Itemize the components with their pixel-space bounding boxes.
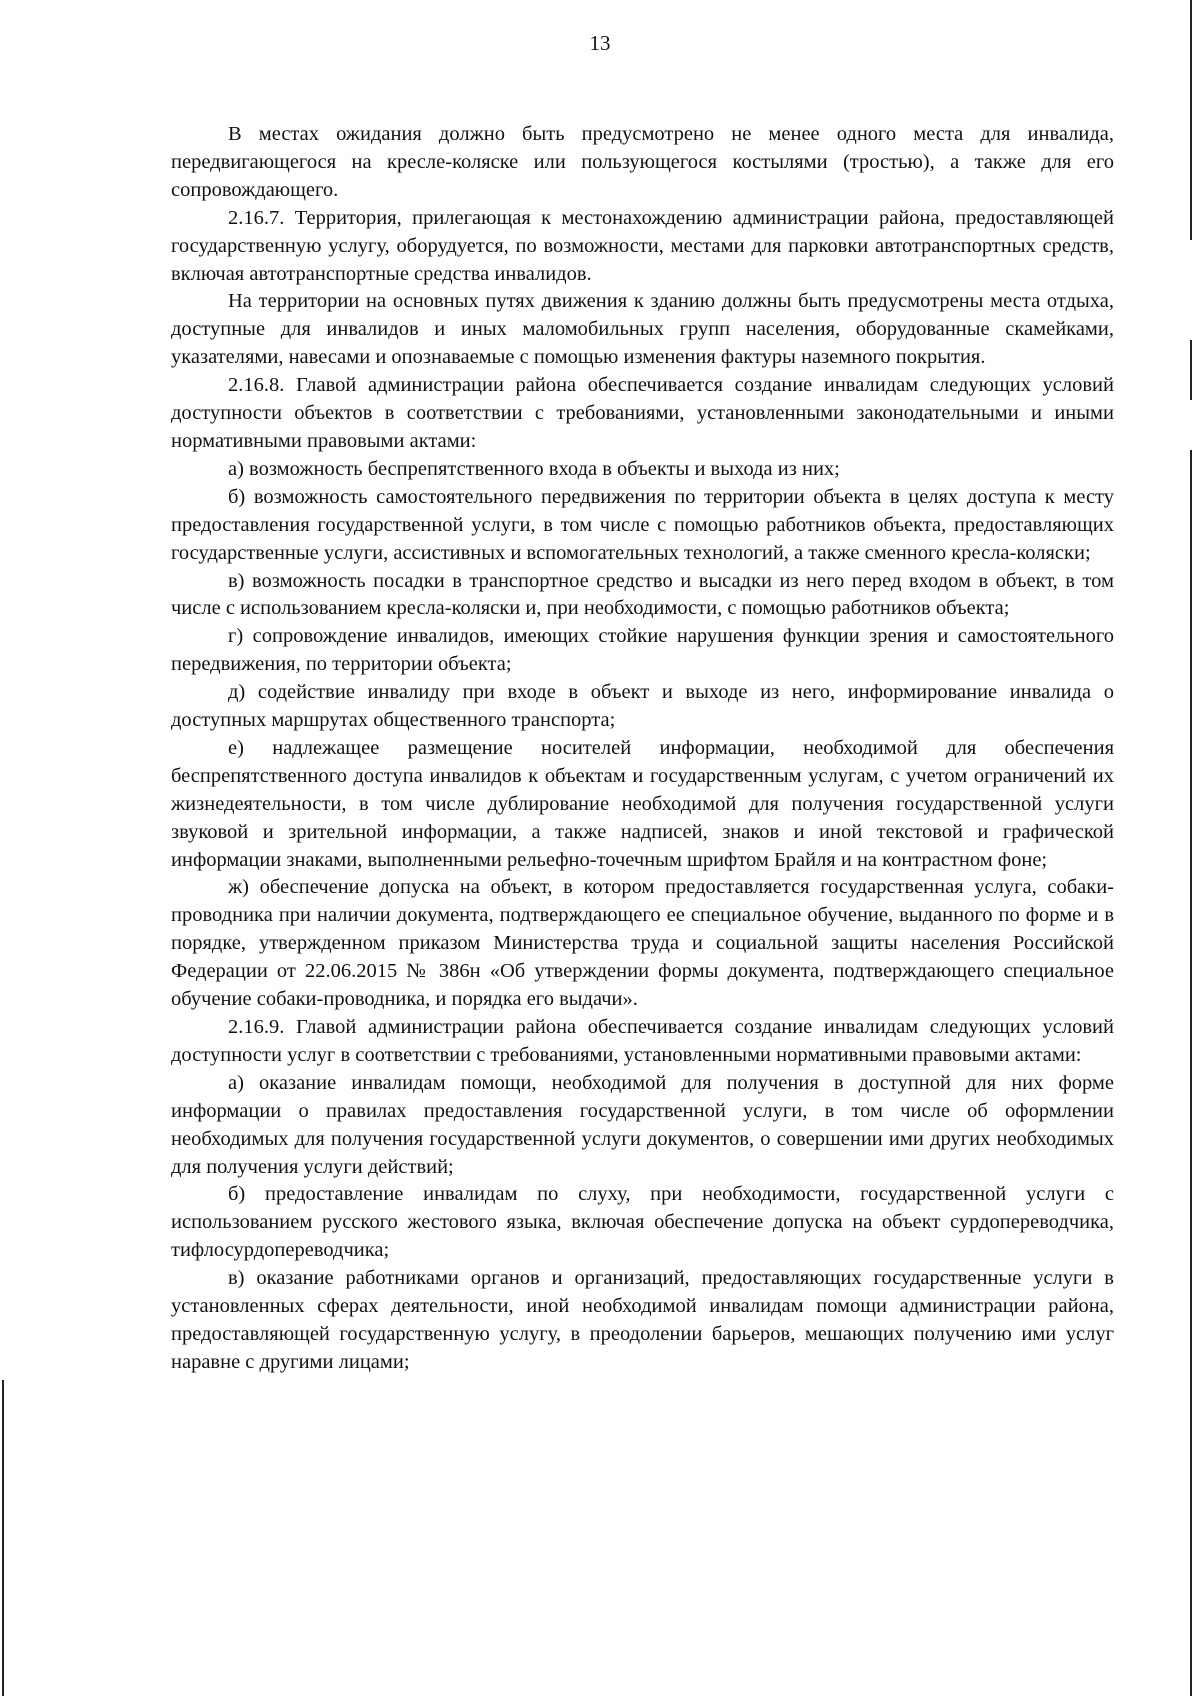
scan-edge-right-mid [1190, 340, 1192, 400]
paragraph-2-16-8: 2.16.8. Главой администрации района обеспечивается создание инвалидам следующих условий доступности объектов в соответствии с требованиями, установленными законодательными и иными нормативными правовыми актами: [171, 374, 1114, 452]
document-body [171, 121, 1114, 1377]
list-item-d: д) содействие инвалиду при входе в объект и выходе из него, информирование инвалида о доступных маршрутах общественного транспорта; [171, 681, 1114, 732]
list-item-v: в) возможность посадки в транспортное средство и высадки из него перед входом в объект, в том числе с использованием кресла-коляски и, при необходимости, с помощью работников объекта; [171, 569, 1114, 620]
page-number: 13 [589, 31, 611, 55]
list-item-e: е) надлежащее размещение носителей информации, необходимой для обеспечения беспрепятственного доступа инвалидов к объектам и государственным услугам, с учетом ограничений их жизнедеятельности, в том числе дублирование необходимой для получения государственной услуги звуковой и зрительной информации, а также надписей, знаков и иной текстовой и графической информации знаками, выполненными рельефно-точечным шрифтом Брайля и на контрастном фоне; [171, 736, 1114, 871]
list-item-v-2: в) оказание работниками органов и организаций, предоставляющих государственные услуги в установленных сферах деятельности, иной необходимой инвалидам помощи администрации района, предоставляющей государственную услугу, в преодолении барьеров, мешающих получению ими услуг наравне с другими лицами; [171, 1267, 1114, 1373]
list-item-a-2: а) оказание инвалидам помощи, необходимой для получения в доступной для них форме информации о правилах предоставления государственной услуги, в том числе об оформлении необходимых для получения государственной услуги документов, о совершении ими других необходимых для получения услуги действий; [171, 1071, 1114, 1178]
list-item-zh: ж) обеспечение допуска на объект, в котором предоставляется государственная услуга, собаки-проводника при наличии документа, подтверждающего ее специальное обучение, выданного по форме и в порядке, утвержденном приказом Министерства труда и социальной защиты населения Российской Федерации от 22.06.2015 № 386н «Об утверждении формы документа, подтверждающего специальное обучение собаки-проводника, и порядка его выдачи». [171, 876, 1114, 1011]
paragraph-2-16-7: 2.16.7. Территория, прилегающая к местонахождению администрации района, предоставляющей государственную услугу, оборудуется, по возможности, местами для парковки автотранспортных средств, включая автотранспортные средства инвалидов. [171, 206, 1114, 285]
list-item-a: а) возможность беспрепятственного входа в объекты и выхода из них; [228, 457, 840, 480]
list-item-g: г) сопровождение инвалидов, имеющих стойкие нарушения функции зрения и самостоятельного передвижения, по территории объекта; [171, 625, 1114, 676]
paragraph-2-16-9: 2.16.9. Главой администрации района обеспечивается создание инвалидам следующих условий доступности услуг в соответствии с требованиями, установленными нормативными правовыми актами: [171, 1016, 1114, 1066]
list-item-b: б) возможность самостоятельного передвижения по территории объекта в целях доступа к месту предоставления государственной услуги, в том числе с помощью работников объекта, предоставляющих государственные услуги, ассистивных и вспомогательных технологий, а также сменного кресла-коляски; [171, 485, 1114, 564]
paragraph-rest-places: На территории на основных путях движения к зданию должны быть предусмотрены места отдыха, доступные для инвалидов и иных маломобильных групп населения, оборудованные скамейками, указателями, навесами и опознаваемые с помощью изменения фактуры наземного покрытия. [171, 290, 1114, 369]
scan-edge-right-top [1190, 0, 1192, 240]
paragraph-waiting-places: В местах ожидания должно быть предусмотрено не менее одного места для инвалида, передвигающегося на кресле-коляске или пользующегося костылями (тростью), а также для его сопровождающего. [171, 123, 1114, 201]
scan-edge-left-bottom [2, 1380, 4, 1696]
scan-edge-right-bottom [1190, 450, 1192, 1696]
list-item-b-2: б) предоставление инвалидам по слуху, при необходимости, государственной услуги с использованием русского жестового языка, включая обеспечение допуска на объект сурдопереводчика, тифлосурдопереводчика; [171, 1183, 1114, 1262]
